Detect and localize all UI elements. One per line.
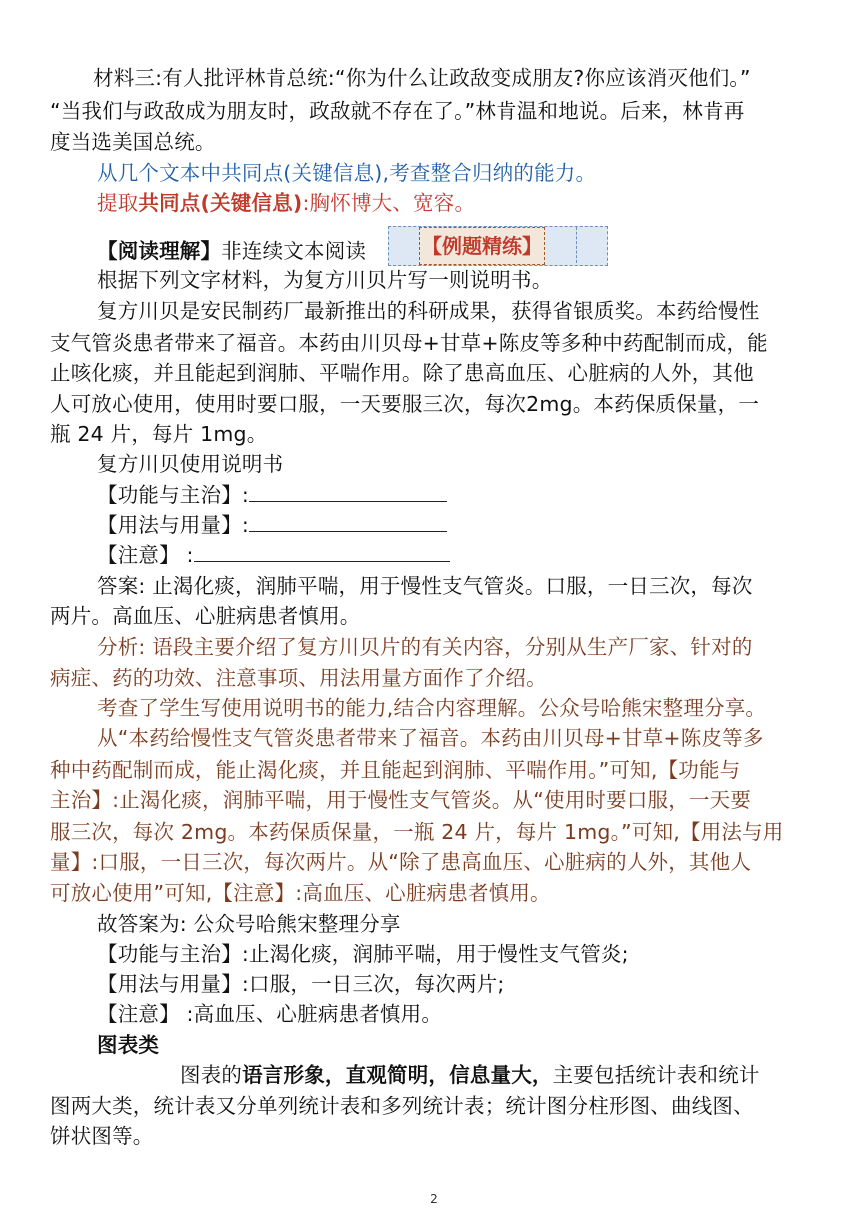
analysis-line: 可放心使用”可知,【注意】:高血压、心脏病患者慎用。 bbox=[50, 881, 551, 905]
answer-line: 两片。高血压、心脏病患者慎用。 bbox=[50, 604, 361, 628]
paragraph-line: “当我们与政敌成为朋友时，政敌就不存在了。”林肯温和地说。后来，林肯再 bbox=[50, 99, 745, 123]
highlight-line-blue: 从几个文本中共同点(关键信息),考查整合归纳的能力。 bbox=[97, 161, 597, 185]
final-answer-line: 【用法与用量】:口服，一日三次，每次两片; bbox=[97, 972, 505, 996]
paragraph-line: 止咳化痰，并且能起到润肺、平喘作用。除了患高血压、心脏病的人外，其他 bbox=[50, 361, 754, 385]
analysis-line: 种中药配制而成，能止渴化痰，并且能起到润肺、平喘作用。”可知,【功能与 bbox=[50, 758, 741, 782]
final-answer-line: 【注意】 :高血压、心脏病患者慎用。 bbox=[97, 1002, 443, 1026]
paragraph-line: 复方川贝是安民制药厂最新推出的科研成果，获得省银质奖。本药给慢性 bbox=[97, 299, 760, 323]
example-badge bbox=[388, 226, 608, 266]
fill-blank-line bbox=[194, 543, 450, 562]
paragraph-line: 瓶 24 片，每片 1mg。 bbox=[50, 422, 268, 446]
analysis-line: 主治】:止渴化痰，润肺平喘，用于慢性支气管炎。从“使用时要口服，一天要 bbox=[50, 788, 752, 812]
analysis-line: 病症、药的功效、注意事项、用法用量方面作了介绍。 bbox=[50, 666, 547, 690]
text-span: :胸怀博大、宽容。 bbox=[302, 191, 476, 215]
badge-divider bbox=[576, 227, 577, 263]
section-subtitle: 非连续文本阅读 bbox=[221, 239, 367, 263]
paragraph-line: 饼状图等。 bbox=[50, 1124, 154, 1148]
final-answer-line: 【功能与主治】:止渴化痰，润肺平喘，用于慢性支气管炎; bbox=[97, 942, 629, 966]
paragraph-line: 根据下列文字材料，为复方川贝片写一则说明书。 bbox=[97, 268, 553, 292]
paragraph-line bbox=[180, 1061, 840, 1090]
example-badge-label: 【例题精练】 bbox=[419, 227, 545, 265]
section-label: 【阅读理解】 bbox=[97, 239, 222, 263]
analysis-line: 分析: 语段主要介绍了复方川贝片的有关内容，分别从生产厂家、针对的 bbox=[97, 635, 753, 659]
final-answer-line: 故答案为: 公众号哈熊宋整理分享 bbox=[97, 912, 401, 936]
form-field-usage bbox=[97, 511, 840, 540]
paragraph-line: 支气管炎患者带来了福音。本药由川贝母+甘草+陈皮等多种中药配制而成，能 bbox=[50, 331, 768, 355]
highlight-line-red bbox=[97, 189, 840, 218]
key-phrase: 共同点(关键信息) bbox=[138, 191, 303, 215]
field-label: 【注意】 : bbox=[97, 543, 194, 567]
analysis-line: 考查了学生写使用说明书的能力,结合内容理解。公众号哈熊宋整理分享。 bbox=[97, 696, 767, 720]
analysis-line: 服三次，每次 2mg。本药保质保量，一瓶 24 片，每片 1mg。”可知,【用法与用 bbox=[50, 820, 784, 844]
text-span: 图表的 bbox=[180, 1063, 243, 1087]
fill-blank-line bbox=[249, 483, 447, 502]
form-field-function bbox=[97, 481, 840, 510]
analysis-line: 量】:口服，一日三次，每次两片。从“除了患高血压、心脏病的人外，其他人 bbox=[50, 850, 752, 874]
fill-blank-line bbox=[249, 513, 447, 532]
section-title: 图表类 bbox=[97, 1033, 160, 1057]
paragraph-line: 度当选美国总统。 bbox=[50, 130, 216, 154]
field-label: 【功能与主治】: bbox=[97, 483, 250, 507]
key-phrase: 语言形象，直观简明，信息量大， bbox=[242, 1063, 553, 1087]
answer-line: 答案: 止渴化痰，润肺平喘，用于慢性支气管炎。口服，一日三次，每次 bbox=[97, 574, 753, 598]
page-number: 2 bbox=[430, 1192, 438, 1206]
paragraph-line: 复方川贝使用说明书 bbox=[97, 452, 284, 476]
paragraph-line: 人可放心使用，使用时要口服，一天要服三次，每次2mg。本药保质保量，一 bbox=[50, 392, 760, 416]
text-span: 主要包括统计表和统计 bbox=[552, 1063, 760, 1087]
paragraph-line: 材料三:有人批评林肯总统:“你为什么让政敌变成朋友?你应该消灭他们。” bbox=[93, 66, 751, 90]
form-field-caution bbox=[97, 541, 840, 570]
text-span: 提取 bbox=[97, 191, 139, 215]
analysis-line: 从“本药给慢性支气管炎患者带来了福音。本药由川贝母+甘草+陈皮等多 bbox=[97, 726, 764, 750]
paragraph-line: 图两大类，统计表又分单列统计表和多列统计表；统计图分柱形图、曲线图、 bbox=[50, 1094, 754, 1118]
field-label: 【用法与用量】: bbox=[97, 513, 250, 537]
